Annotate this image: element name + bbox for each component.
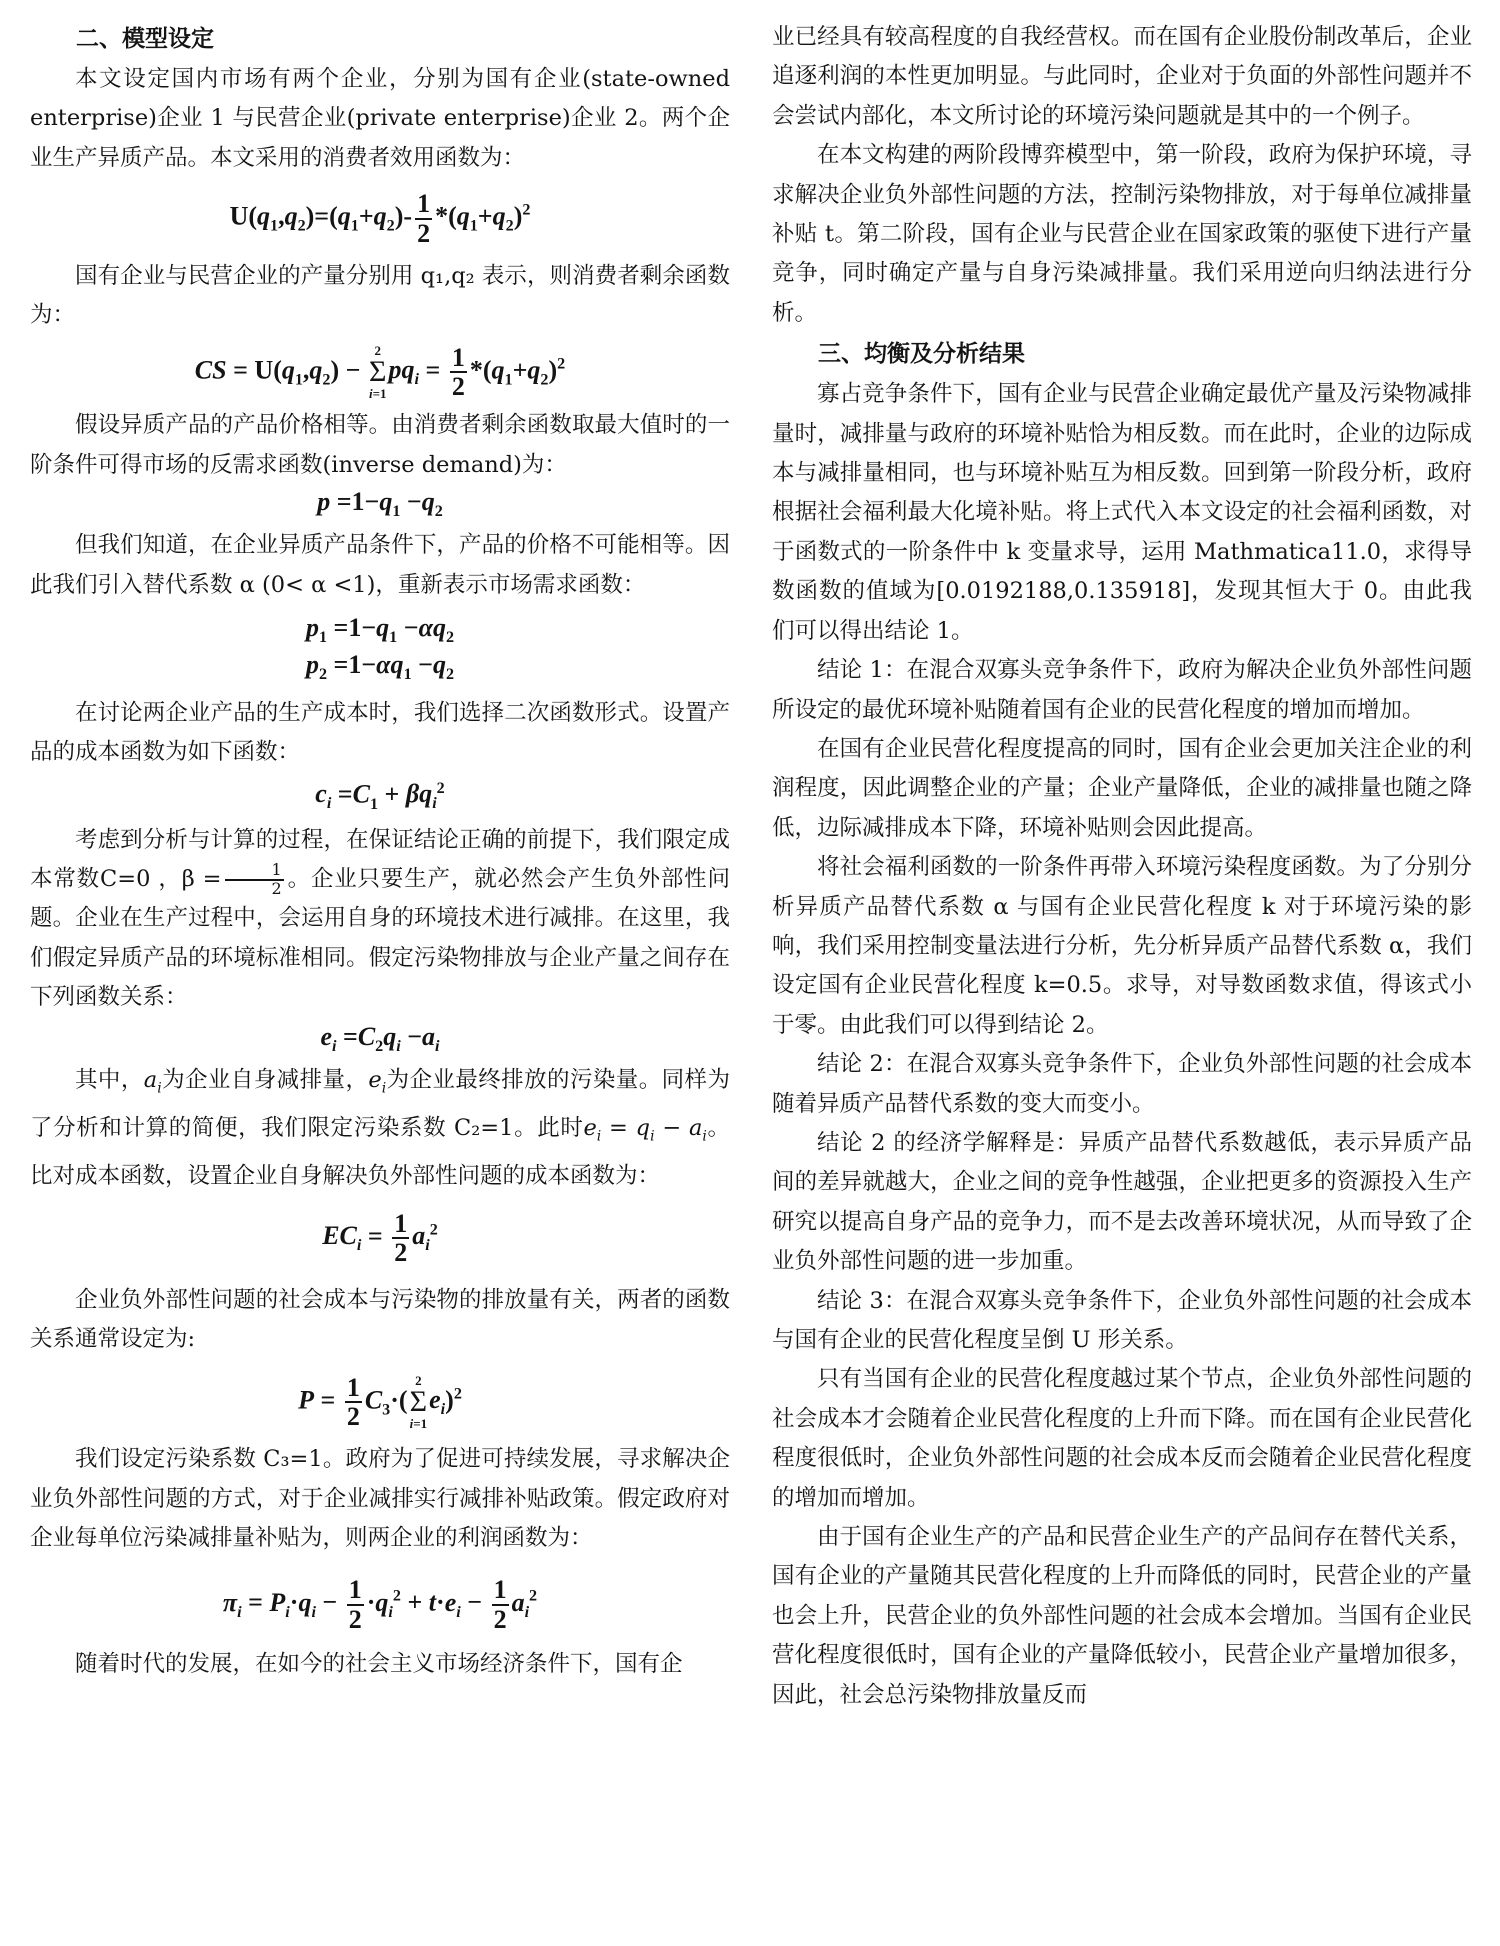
paragraph: 结论 2 的经济学解释是：异质产品替代系数越低，表示异质产品间的差异就越大，企业之间的竞争性越强，企业把更多的资源投入生产研究以提高自身产品的竞争力，而不是去改善环境状况，从而导致了企业负外部性问题的进一步加重。 [772, 1129, 1472, 1275]
paragraph: 假设异质产品的产品价格相等。由消费者剩余函数取最大值时的一阶条件可得市场的反需求函数(inverse demand)为： [30, 412, 730, 478]
conclusion-1: 结论 1：在混合双寡头竞争条件下，政府为解决企业负外部性问题所设定的最优环境补贴随着国有企业的民营化程度的增加而增加。 [772, 657, 1472, 723]
right-column [772, 18, 1472, 1715]
paragraph: 业已经具有较高程度的自我经营权。而在国有企业股份制改革后，企业追逐利润的本性更加明显。与此同时，企业对于负面的外部性问题并不会尝试内部化，本文所讨论的环境污染问题就是其中的一个例子。 [772, 24, 1472, 129]
fraction-one-half: $\frac{1}{2}$ [225, 862, 284, 898]
formula-abatement-cost: $EC_i$ = $\frac{1}{2}$ $a_i^2$ [322, 1209, 438, 1268]
paragraph: 将社会福利函数的一阶条件再带入环境污染程度函数。为了分别分析异质产品替代系数 α 与国有企业民营化程度 k 对于环境污染的影响，我们采用控制变量法进行分析，先分析异质产品替代系数 α，我们设定国有企业民营化程度 k=0.5。求导，对导数函数求值，得该式小于零。由此我们可以得到结论 2。 [772, 854, 1472, 1038]
formula-consumer-surplus: CS = $U(q_1,q_2)$ − 2 Σ i=1 $pq_i$ = $\frac{1}{2}$ $*(q_1+q_2)^2$ [194, 342, 566, 401]
formula-emission: $e_i =C_2q_i -a_i$ [320, 1021, 440, 1055]
formula-demand-p2: $p_2 =1-\alpha q_1 -q_2$ [305, 650, 455, 684]
cost-constants: C=0 ，β = [100, 865, 222, 892]
formula-inverse-demand: $p =1-q_1 -q_2$ [317, 487, 443, 521]
section-heading-model: 二、模型设定 [76, 25, 214, 52]
formula-profit: $\pi_i = P_i\cdot q_i$ − $\frac{1}{2}$ $\cdot q_i^2 + t\cdot e_i$ − $\frac{1}{2}$ $a_i^2$ [222, 1575, 538, 1634]
paragraph: 企业负外部性问题的社会成本与污染物的排放量有关，两者的函数关系通常设定为: [30, 1286, 730, 1353]
conclusion-2: 结论 2：在混合双寡头竞争条件下，企业负外部性问题的社会成本随着异质产品替代系数的变大而变小。 [772, 1051, 1472, 1117]
paragraph: 在本文构建的两阶段博弈模型中，第一阶段，政府为保护环境，寻求解决企业负外部性问题的方法，控制污染物排放，对于每单位减排量补贴 t。第二阶段，国有企业与民营企业在国家政策的驱使下进行产量竞争，同时确定产量与自身污染减排量。我们采用逆向归纳法进行分析。 [772, 142, 1472, 326]
paragraph: 本文设定国内市场有两个企业，分别为国有企业(state-owned enterprise)企业 1 与民营企业(private enterprise)企业 2。两个企业生产异质产品。本文采用的消费者效用函数为： [30, 66, 730, 171]
formula-cost: $c_i =C_1 + \beta q_i^2$ [315, 779, 445, 813]
formula-social-cost: P = $\frac{1}{2}$ $C_3\cdot$( 2 Σ i=1 $e_i)^2$ [298, 1372, 462, 1431]
formula-demand-p1: $p_1 =1-q_1 -\alpha q_2$ [305, 613, 455, 647]
conclusion-3: 结论 3：在混合双寡头竞争条件下，企业负外部性问题的社会成本与国有企业的民营化程度呈倒 U 形关系。 [772, 1287, 1472, 1353]
paragraph: 我们设定污染系数 C₃=1。政府为了促进可持续发展，寻求解决企业负外部性问题的方式，对于企业减排实行减排补贴政策。假定政府对企业每单位污染减排量补贴为，则两企业的利润函数为： [30, 1446, 730, 1551]
paragraph: 只有当国有企业的民营化程度越过某个节点，企业负外部性问题的社会成本才会随着企业民营化程度的上升而下降。而在国有企业民营化程度很低时，企业负外部性问题的社会成本反而会随着企业民营化程度的增加而增加。 [772, 1366, 1472, 1511]
paragraph: 在国有企业民营化程度提高的同时，国有企业会更加关注企业的利润程度，因此调整企业的产量；企业产量降低，企业的减排量也随之降低，边际减排成本下降，环境补贴则会因此提高。 [772, 735, 1472, 841]
paragraph: 随着时代的发展，在如今的社会主义市场经济条件下，国有企 [75, 1650, 683, 1677]
left-column [30, 18, 730, 1684]
formula-utility: $U(q_1,q_2)=(q_1+q_2)-$ $\frac{1}{2}$ $*(q_1+q_2)^2$ [229, 189, 531, 248]
paragraph: 但我们知道，在企业异质产品条件下，产品的价格不可能相等。因此我们引入替代系数 α (0< α <1)，重新表示市场需求函数： [30, 532, 730, 598]
paragraph: 在讨论两企业产品的生产成本时，我们选择二次函数形式。设置产品的成本函数为如下函数： [30, 699, 730, 766]
paragraph: 其中，$a_i$为企业自身减排量，$e_i$为企业最终排放的污染量。同样为了分析和计算的简便，我们限定污染系数 C₂=1。此时$e_i = q_i - a_i$。比对成本函数，设置企业自身解决负外部性问题的成本函数为： [30, 1066, 730, 1189]
paragraph: 考虑到分析与计算的过程，在保证结论正确的前提下，我们限定成本常数C=0 ，β = $\frac{1}{2}$ 。企业只要生产，就必然会产生负外部性问题。企业在生产过程中，会运用自身的环境技术进行减排。在这里，我们假定异质产品的环境标准相同。假定污染物排放与企业产量之间存在下列函数关系： [30, 826, 730, 1011]
section-heading-results: 三、均衡及分析结果 [818, 340, 1025, 368]
paragraph: 寡占竞争条件下，国有企业与民营企业确定最优产量及污染物减排量时，减排量与政府的环境补贴恰为相反数。而在此时，企业的边际成本与减排量相同，也与环境补贴互为相反数。回到第一阶段分析，政府根据社会福利最大化境补贴。将上式代入本文设定的社会福利函数，对于函数式的一阶条件中 k 变量求导，运用 Mathmatica11.0，求得导数函数的值域为[0.0192188,0.135918]，发现其恒大于 0。由此我们可以得出结论 1。 [772, 381, 1472, 644]
paragraph: 国有企业与民营企业的产量分别用 q₁,q₂ 表示，则消费者剩余函数为： [30, 262, 730, 329]
paragraph: 由于国有企业生产的产品和民营企业生产的产品间存在替代关系，国有企业的产量随其民营化程度的上升而降低的同时，民营企业的产量也会上升，民营企业的负外部性问题的社会成本会增加。当国有企业民营化程度很低时，国有企业的产量降低较小，民营企业产量增加很多，因此，社会总污染物排放量反而 [772, 1524, 1472, 1708]
